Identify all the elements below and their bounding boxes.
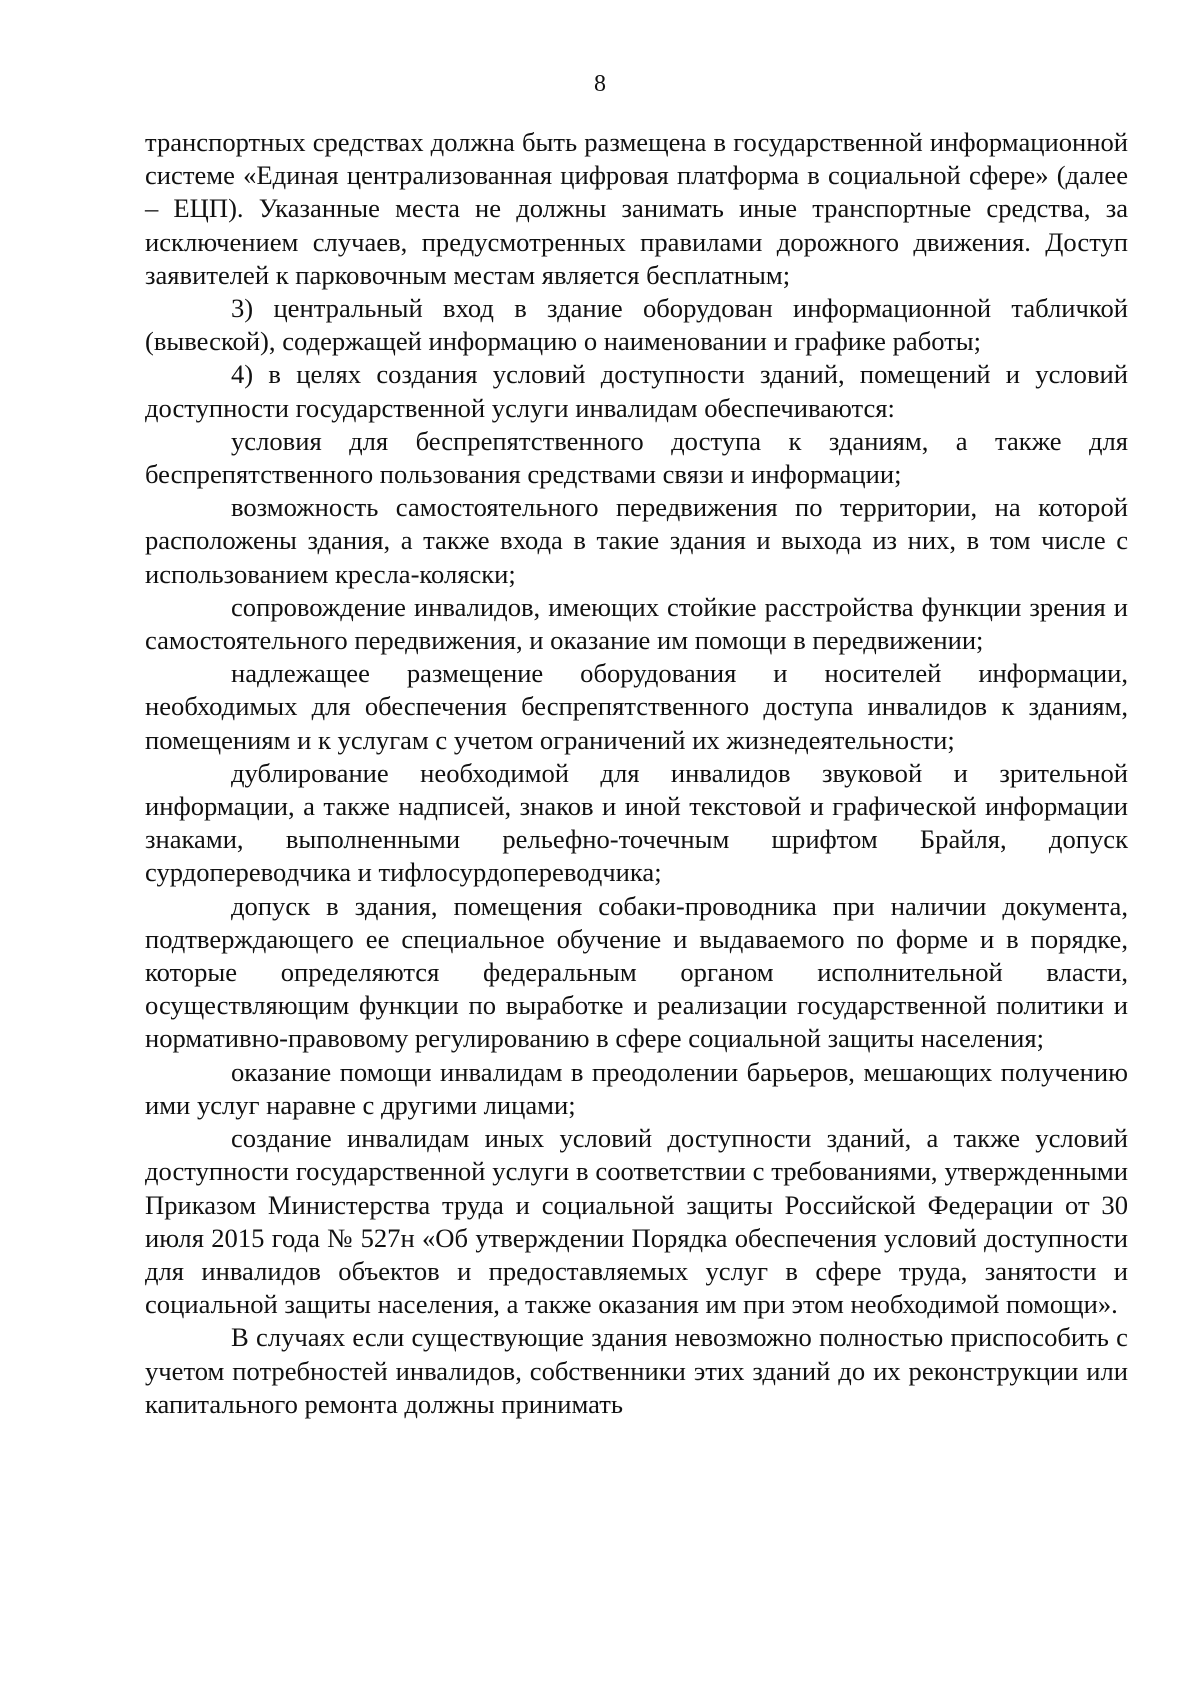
paragraph-accompaniment: сопровождение инвалидов, имеющих стойкие расстройства функции зрения и самостоятельного передвижения, и оказание им помощи в передвижении; xyxy=(145,591,1128,656)
paragraph-barrier-assistance: оказание помощи инвалидам в преодолении барьеров, мешающих получению ими услуг наравне с другими лицами; xyxy=(145,1056,1128,1120)
paragraph-guide-dog: допуск в здания, помещения собаки-проводника при наличии документа, подтверждающего ее специальное обучение и выдаваемого по форме и в порядке, которые определяются федеральным органом исполнительной власти, осуществляющим функции по выработке и реализации государственной политики и нормативно-правовому регулированию в сфере социальной защиты населения; xyxy=(145,890,1128,1054)
paragraph-movement: возможность самостоятельного передвижения по территории, на которой расположены здания, а также входа в такие здания и выхода из них, в том числе с использованием кресла-коляски; xyxy=(145,492,1128,589)
paragraph-continuation: транспортных средствах должна быть размещена в государственной информационной системе «Единая централизованная цифровая платформа в социальной сфере» (далее – ЕЦП). Указанные места не должны занимать иные транспортные средства, за исключением случаев, предусмотренных правилами дорожного движения. Доступ заявителей к парковочным местам является бесплатным; xyxy=(145,127,1128,290)
paragraph-item-3: 3) центральный вход в здание оборудован информационной табличкой (вывеской), содержащей информацию о наименовании и графике работы; xyxy=(145,293,1128,357)
document-body xyxy=(145,126,1128,1421)
paragraph-equipment-placement: надлежащее размещение оборудования и носителей информации, необходимых для обеспечения беспрепятственного доступа инвалидов к зданиям, помещениям и к услугам с учетом ограничений их жизнедеятельности; xyxy=(145,658,1128,755)
paragraph-information-duplication: дублирование необходимой для инвалидов звуковой и зрительной информации, а также надписей, знаков и иной текстовой и графической информации знаками, выполненными рельефно-точечным шрифтом Брайля, допуск сурдопереводчика и тифлосурдопереводчика; xyxy=(145,757,1128,888)
paragraph-access-conditions: условия для беспрепятственного доступа к зданиям, а также для беспрепятственного пользования средствами связи и информации; xyxy=(145,425,1128,490)
paragraph-item-4: 4) в целях создания условий доступности зданий, помещений и условий доступности государственной услуги инвалидам обеспечиваются: xyxy=(145,359,1128,423)
paragraph-existing-buildings: В случаях если существующие здания невозможно полностью приспособить с учетом потребностей инвалидов, собственники этих зданий до их реконструкции или капитального ремонта должны принимать xyxy=(145,1322,1128,1419)
paragraph-other-conditions: создание инвалидам иных условий доступности зданий, а также условий доступности государственной услуги в соответствии с требованиями, утвержденными Приказом Министерства труда и социальной защиты Российской Федерации от 30 июля 2015 года № 527н «Об утверждении Порядка обеспечения условий доступности для инвалидов объектов и предоставляемых услуг в сфере труда, занятости и социальной защиты населения, а также оказания им при этом необходимой помощи». xyxy=(145,1123,1128,1320)
page-number: 8 xyxy=(594,71,606,97)
